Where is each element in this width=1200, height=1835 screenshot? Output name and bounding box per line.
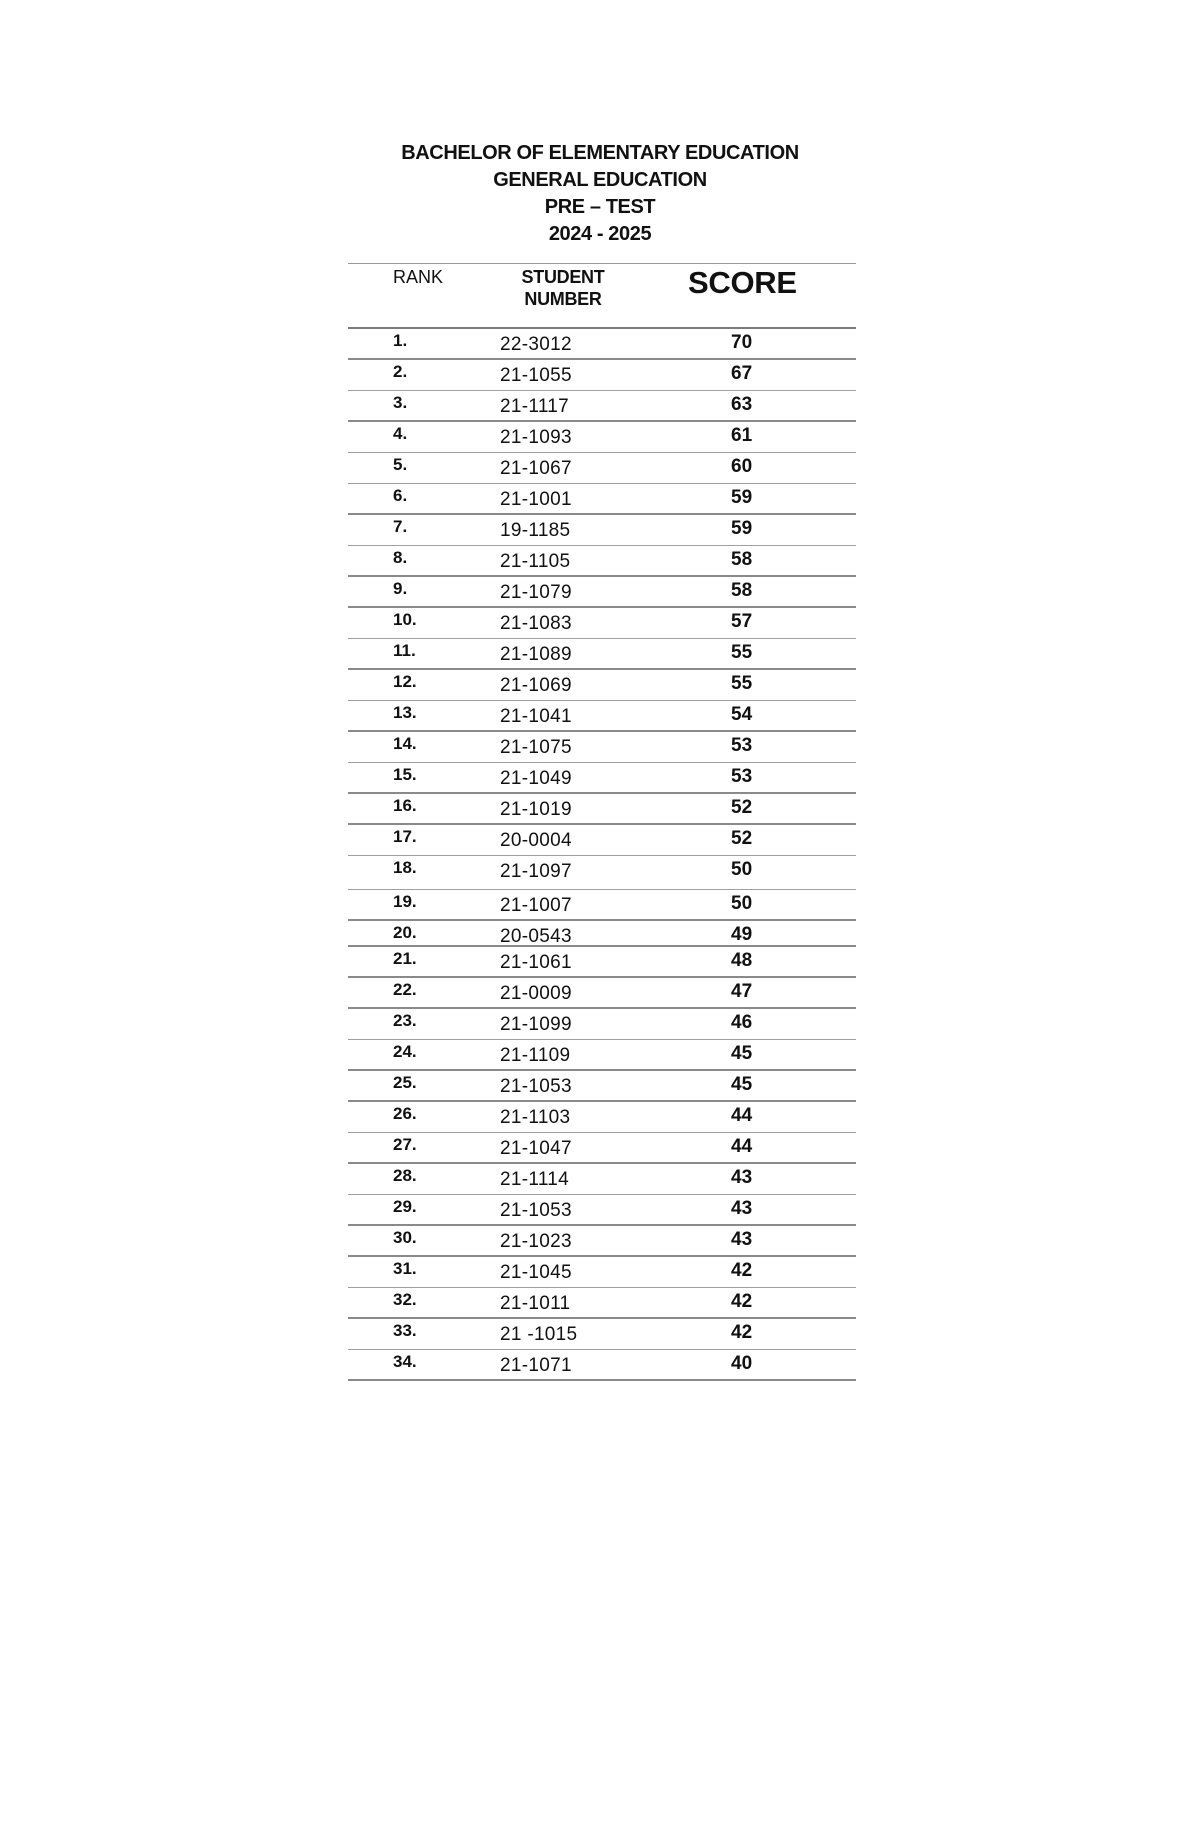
- table-row: [348, 825, 856, 856]
- rank-cell: 15.: [393, 765, 417, 784]
- student-number-cell: 22-3012: [500, 334, 572, 355]
- table-row: [348, 1257, 856, 1288]
- table-row: [348, 515, 856, 546]
- student-number-cell: 20-0543: [500, 926, 572, 947]
- table-row: [348, 453, 856, 484]
- rank-cell: 32.: [393, 1290, 417, 1309]
- rank-cell: 25.: [393, 1073, 417, 1092]
- score-cell: 42: [731, 1291, 753, 1312]
- table-row: [348, 484, 856, 515]
- student-number-cell: 21-1097: [500, 861, 572, 882]
- score-cell: 50: [731, 893, 753, 914]
- subject-title: GENERAL EDUCATION: [493, 169, 707, 191]
- score-cell: 43: [731, 1167, 753, 1188]
- student-number-cell: 21-1041: [500, 706, 572, 727]
- rank-cell: 10.: [393, 610, 417, 629]
- student-number-cell: 21-1007: [500, 895, 572, 916]
- score-cell: 45: [731, 1043, 753, 1064]
- score-cell: 55: [731, 673, 753, 694]
- student-number-cell: 21-1089: [500, 644, 572, 665]
- table-row: [348, 1040, 856, 1071]
- score-cell: 42: [731, 1260, 753, 1281]
- score-cell: 45: [731, 1074, 753, 1095]
- rank-cell: 4.: [393, 424, 408, 443]
- exam-title: PRE – TEST: [544, 196, 656, 218]
- student-number-cell: 21-1079: [500, 582, 572, 603]
- table-row: [348, 921, 856, 947]
- student-number-cell: 21-1053: [500, 1200, 572, 1221]
- score-cell: 58: [731, 580, 753, 601]
- score-cell: 53: [731, 766, 753, 787]
- score-cell: 54: [731, 704, 753, 725]
- rank-cell: 14.: [393, 734, 417, 753]
- student-number-cell: 21-1053: [500, 1076, 572, 1097]
- student-header-line2: NUMBER: [524, 289, 602, 309]
- score-cell: 44: [731, 1136, 753, 1157]
- rank-column-header: RANK: [393, 267, 444, 287]
- student-number-cell: 21-1071: [500, 1355, 572, 1376]
- score-cell: 55: [731, 642, 753, 663]
- student-number-cell: 21-1049: [500, 768, 572, 789]
- table-row: [348, 1071, 856, 1102]
- score-cell: 47: [731, 981, 753, 1002]
- student-number-cell: 21-1099: [500, 1014, 572, 1035]
- table-row: [348, 890, 856, 921]
- student-header-line1: STUDENT: [521, 267, 605, 287]
- score-column-header: SCORE: [688, 265, 797, 300]
- student-number-cell: 21-1045: [500, 1262, 572, 1283]
- table-row: [348, 978, 856, 1009]
- table-row: [348, 670, 856, 701]
- student-number-cell: 21-1075: [500, 737, 572, 758]
- rank-cell: 33.: [393, 1321, 417, 1340]
- student-number-cell: 21-1083: [500, 613, 572, 634]
- table-row: [348, 947, 856, 978]
- table-row: [348, 1195, 856, 1226]
- score-cell: 59: [731, 487, 753, 508]
- score-cell: 60: [731, 456, 753, 477]
- rank-cell: 7.: [393, 517, 408, 536]
- table-row: [348, 1102, 856, 1133]
- table-row: [348, 639, 856, 670]
- score-cell: 42: [731, 1322, 753, 1343]
- table-row: [348, 360, 856, 391]
- table-row: [348, 422, 856, 453]
- program-title: BACHELOR OF ELEMENTARY EDUCATION: [401, 142, 799, 164]
- rank-cell: 8.: [393, 548, 408, 567]
- table-row: [348, 1288, 856, 1319]
- score-cell: 46: [731, 1012, 753, 1033]
- student-number-cell: 21-1103: [500, 1107, 571, 1128]
- student-number-cell: 21-1011: [500, 1293, 571, 1314]
- rank-cell: 12.: [393, 672, 417, 691]
- score-cell: 43: [731, 1198, 753, 1219]
- rank-cell: 23.: [393, 1011, 417, 1030]
- score-cell: 52: [731, 797, 753, 818]
- table-row: [348, 546, 856, 577]
- table-row: [348, 732, 856, 763]
- table-row: [348, 1133, 856, 1164]
- rank-cell: 22.: [393, 980, 417, 999]
- student-number-cell: 21-1117: [500, 396, 570, 417]
- rank-cell: 2.: [393, 362, 408, 381]
- score-cell: 43: [731, 1229, 753, 1250]
- table-row: [348, 763, 856, 794]
- table-row: [348, 794, 856, 825]
- score-cell: 49: [731, 924, 753, 945]
- rank-cell: 11.: [393, 641, 416, 660]
- rank-cell: 17.: [393, 827, 417, 846]
- score-cell: 50: [731, 859, 753, 880]
- score-cell: 58: [731, 549, 753, 570]
- student-number-cell: 21-1109: [500, 1045, 571, 1066]
- score-cell: 70: [731, 332, 753, 353]
- table-row: [348, 391, 856, 422]
- student-number-cell: 19-1185: [500, 520, 571, 541]
- rank-cell: 21.: [393, 949, 417, 968]
- student-number-cell: 21-1069: [500, 675, 572, 696]
- table-row: [348, 1164, 856, 1195]
- table-row: [348, 701, 856, 732]
- rank-cell: 27.: [393, 1135, 417, 1154]
- student-number-cell: 20-0004: [500, 830, 572, 851]
- rank-cell: 28.: [393, 1166, 417, 1185]
- table-row: [348, 1226, 856, 1257]
- rank-cell: 26.: [393, 1104, 417, 1123]
- student-number-cell: 21-1061: [500, 952, 572, 973]
- score-cell: 59: [731, 518, 753, 539]
- rank-cell: 20.: [393, 923, 417, 942]
- score-cell: 48: [731, 950, 753, 971]
- score-cell: 61: [731, 425, 753, 446]
- rank-cell: 9.: [393, 579, 408, 598]
- rank-cell: 19.: [393, 892, 417, 911]
- student-number-cell: 21-1023: [500, 1231, 572, 1252]
- student-number-cell: 21-0009: [500, 983, 572, 1004]
- document-title-block: [350, 140, 850, 248]
- table-row: [348, 1350, 856, 1381]
- student-number-cell: 21-1001: [500, 489, 572, 510]
- student-number-cell: 21-1067: [500, 458, 572, 479]
- table-row: [348, 1009, 856, 1040]
- student-number-column-header: [503, 266, 623, 310]
- school-year: 2024 - 2025: [548, 223, 652, 245]
- rank-cell: 29.: [393, 1197, 417, 1216]
- rank-cell: 13.: [393, 703, 417, 722]
- score-cell: 44: [731, 1105, 753, 1126]
- rank-cell: 31.: [393, 1259, 417, 1278]
- table-header: [348, 263, 856, 329]
- student-number-cell: 21-1114: [500, 1169, 570, 1190]
- rank-cell: 16.: [393, 796, 417, 815]
- score-cell: 67: [731, 363, 753, 384]
- table-row: [348, 329, 856, 360]
- student-number-cell: 21-1093: [500, 427, 572, 448]
- student-number-cell: 21-1047: [500, 1138, 572, 1159]
- rank-cell: 1.: [393, 331, 408, 350]
- score-cell: 40: [731, 1353, 753, 1374]
- table-row: [348, 856, 856, 890]
- rank-cell: 34.: [393, 1352, 417, 1371]
- score-cell: 53: [731, 735, 753, 756]
- student-number-cell: 21-1019: [500, 799, 572, 820]
- score-cell: 57: [731, 611, 753, 632]
- rank-cell: 6.: [393, 486, 408, 505]
- student-number-cell: 21 -1015: [500, 1324, 578, 1345]
- student-number-cell: 21-1105: [500, 551, 571, 572]
- ranking-table: [348, 263, 856, 1381]
- table-row: [348, 608, 856, 639]
- rank-cell: 5.: [393, 455, 408, 474]
- student-number-cell: 21-1055: [500, 365, 572, 386]
- rank-cell: 3.: [393, 393, 408, 412]
- score-cell: 63: [731, 394, 753, 415]
- rank-cell: 24.: [393, 1042, 417, 1061]
- table-row: [348, 1319, 856, 1350]
- score-cell: 52: [731, 828, 753, 849]
- rank-cell: 18.: [393, 858, 417, 877]
- rank-cell: 30.: [393, 1228, 417, 1247]
- table-body: [348, 329, 856, 1381]
- table-row: [348, 577, 856, 608]
